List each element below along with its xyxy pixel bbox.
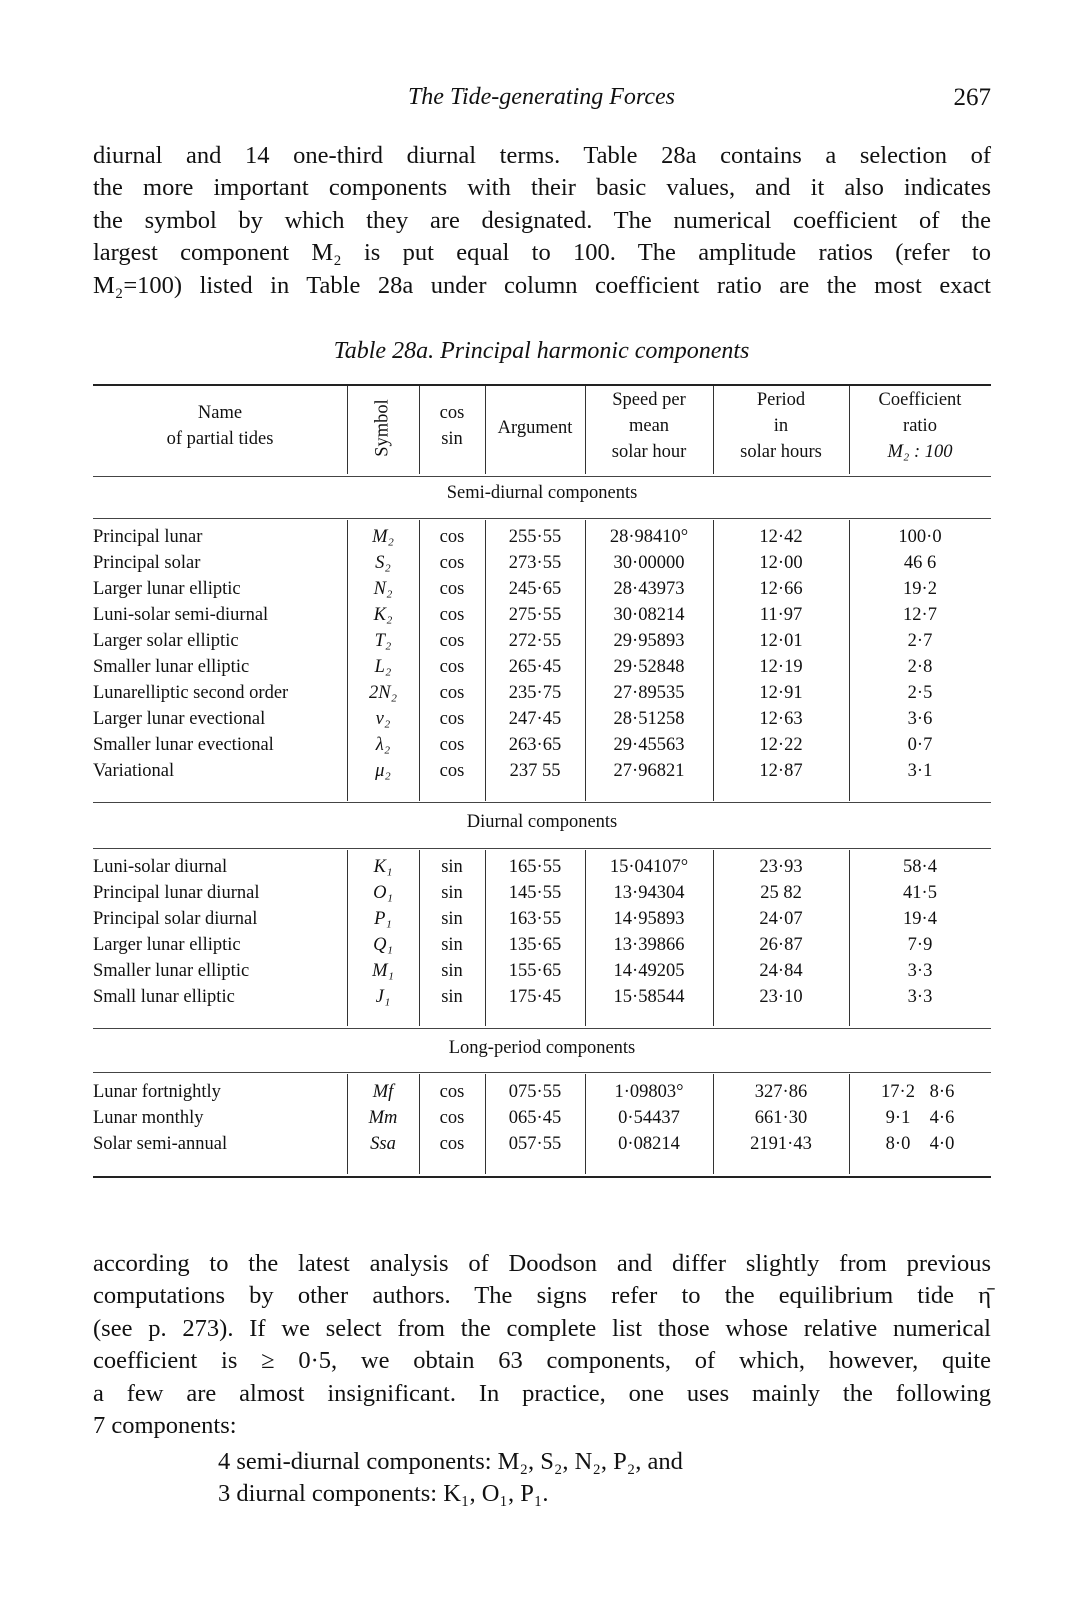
table-row <box>93 880 991 906</box>
header-cos-sin <box>419 400 485 452</box>
cell-cos-sin: cos <box>439 631 465 651</box>
text-line: (see p. 273). If we select from the complete list those whose relative numerical <box>93 1314 991 1342</box>
cell-symbol: J₁ <box>375 987 391 1007</box>
cell-name: Lunar fortnightly <box>93 1082 221 1102</box>
table-row <box>93 550 991 576</box>
text-line: the symbol by which they are designated. The numerical coefficient of the <box>93 206 991 234</box>
running-head-title: The Tide-generating Forces <box>407 84 676 110</box>
cell-name: Small lunar elliptic <box>93 987 235 1007</box>
cell-coefficient-b: 8·6 <box>929 1082 955 1102</box>
header-speed <box>585 387 713 465</box>
cell-name: Variational <box>93 761 175 781</box>
table-row <box>93 1105 991 1131</box>
cell-symbol: Mf <box>372 1082 394 1102</box>
header-rule <box>93 476 991 477</box>
header-name-line: Name <box>197 403 243 423</box>
cell-argument: 145·55 <box>508 883 562 903</box>
cell-symbol: P₁ <box>374 909 392 929</box>
cell-cos-sin: cos <box>439 1082 465 1102</box>
cell-symbol: Q₁ <box>373 935 393 955</box>
table-row <box>93 602 991 628</box>
cell-name: Smaller lunar elliptic <box>93 961 250 981</box>
cell-name: Smaller lunar elliptic <box>93 657 250 677</box>
text-line: a few are almost insignificant. In practice, one uses mainly the following <box>93 1379 991 1407</box>
cell-coefficient-b: 4·0 <box>929 1134 955 1154</box>
section-rule <box>93 1028 991 1029</box>
cell-period: 24·84 <box>759 961 803 981</box>
cell-coefficient-a: 17·2 <box>881 1082 915 1102</box>
cell-cos-sin: cos <box>439 553 465 573</box>
cell-argument: 272·55 <box>508 631 562 651</box>
cell-coefficient: 41·5 <box>903 883 937 903</box>
table-row <box>93 706 991 732</box>
cell-speed: 14·49205 <box>613 961 685 981</box>
table-row <box>93 732 991 758</box>
cell-period: 11·97 <box>759 605 803 625</box>
table-row <box>93 654 991 680</box>
cell-speed: 27·89535 <box>613 683 685 703</box>
cell-name: Larger lunar elliptic <box>93 579 241 599</box>
text-line: the more important components with their basic values, and it also indicates <box>93 174 991 202</box>
cell-period: 12·01 <box>759 631 803 651</box>
text-line: coefficient is ≥ 0·5, we obtain 63 components, of which, however, quite <box>93 1347 991 1375</box>
cell-symbol: K₂ <box>373 605 393 625</box>
cell-argument: 273·55 <box>508 553 562 573</box>
cell-symbol: N₂ <box>373 579 393 599</box>
cell-argument: 275·55 <box>508 605 562 625</box>
cell-name: Luni-solar diurnal <box>93 857 228 877</box>
cell-speed: 0·08214 <box>618 1134 680 1154</box>
text-line: diurnal and 14 one-third diurnal terms. Table 28a contains a selection of <box>93 142 991 169</box>
header-argument: Argument <box>497 418 573 438</box>
cell-cos-sin: cos <box>439 735 465 755</box>
cell-speed: 29·95893 <box>613 631 685 651</box>
cell-symbol: M₁ <box>372 961 394 981</box>
cell-cos-sin: sin <box>441 883 463 903</box>
cell-argument: 175·45 <box>508 987 562 1007</box>
cell-argument: 165·55 <box>508 857 562 877</box>
cell-cos-sin: cos <box>439 683 465 703</box>
cell-argument: 263·65 <box>508 735 562 755</box>
cell-symbol: L₂ <box>374 657 392 677</box>
cell-argument: 235·75 <box>508 683 562 703</box>
table-row <box>93 932 991 958</box>
section-title-long-period: Long-period components <box>448 1038 636 1058</box>
cell-cos-sin: cos <box>439 605 465 625</box>
cell-speed: 27·96821 <box>613 761 685 781</box>
cell-name: Smaller lunar evectional <box>93 735 274 755</box>
cell-period: 23·93 <box>759 857 803 877</box>
header-speed-line: Speed per <box>612 390 686 410</box>
cell-symbol: μ₂ <box>375 761 391 781</box>
cell-name: Solar semi-annual <box>93 1134 228 1154</box>
cell-name: Lunarelliptic second order <box>93 683 289 703</box>
cell-cos-sin: cos <box>439 709 465 729</box>
cell-coefficient: 12·7 <box>903 605 937 625</box>
cell-cos-sin: cos <box>439 761 465 781</box>
cell-speed: 13·94304 <box>613 883 685 903</box>
header-name <box>93 400 347 452</box>
header-coef-line: ratio <box>903 416 937 436</box>
header-period-line: Period <box>756 390 806 410</box>
header-coefficient <box>849 387 991 465</box>
table-top-rule <box>93 384 991 386</box>
cell-cos-sin: sin <box>441 961 463 981</box>
cell-coefficient-a: 8·0 <box>885 1134 911 1154</box>
text-line: 7 components: <box>93 1411 237 1439</box>
cell-cos-sin: cos <box>439 657 465 677</box>
cell-argument: 237 55 <box>509 761 561 781</box>
cell-coefficient: 2·5 <box>907 683 933 703</box>
paragraph-2 <box>93 1248 991 1442</box>
cell-symbol: T₂ <box>374 631 392 651</box>
table-row <box>93 1131 991 1157</box>
cell-name: Principal solar <box>93 553 201 573</box>
paragraph-1 <box>93 140 991 302</box>
cell-coefficient: 3·3 <box>907 961 933 981</box>
cell-name: Luni-solar semi-diurnal <box>93 605 269 625</box>
cell-speed: 30·00000 <box>613 553 685 573</box>
table-row <box>93 758 991 784</box>
cell-argument: 135·65 <box>508 935 562 955</box>
cell-period: 25 82 <box>760 883 802 903</box>
cell-speed: 29·52848 <box>613 657 685 677</box>
cell-symbol: Ssa <box>370 1134 396 1154</box>
cell-coefficient: 7·9 <box>907 935 933 955</box>
cell-symbol: M₂ <box>372 527 394 547</box>
cell-coefficient: 19·2 <box>903 579 937 599</box>
cell-name: Larger solar elliptic <box>93 631 239 651</box>
column-divider <box>347 386 348 474</box>
text-line: largest component M₂ is put equal to 100. The amplitude ratios (refer to <box>93 239 991 267</box>
section-title-diurnal: Diurnal components <box>466 812 618 832</box>
cell-argument: 245·65 <box>508 579 562 599</box>
cell-name: Larger lunar elliptic <box>93 935 241 955</box>
cell-speed: 28·51258 <box>613 709 685 729</box>
cell-period: 23·10 <box>759 987 803 1007</box>
header-period <box>713 387 849 465</box>
cell-speed: 15·04107° <box>609 857 689 877</box>
cell-speed: 29·45563 <box>613 735 685 755</box>
table-row <box>93 906 991 932</box>
cell-coefficient: 3·1 <box>907 761 933 781</box>
section-title-semi-diurnal: Semi-diurnal components <box>446 483 638 503</box>
table-row <box>93 628 991 654</box>
cell-coefficient <box>849 1105 991 1131</box>
cell-symbol: λ₂ <box>375 735 391 755</box>
cell-name: Principal solar diurnal <box>93 909 258 929</box>
cell-symbol: O₁ <box>373 883 393 903</box>
cell-speed: 28·98410° <box>609 527 689 547</box>
cell-coefficient: 2·7 <box>907 631 933 651</box>
header-symbol-text: Symbol <box>372 399 393 457</box>
cell-argument: 265·45 <box>508 657 562 677</box>
cell-symbol: S₂ <box>375 553 391 573</box>
cell-period: 12·87 <box>759 761 803 781</box>
cell-argument: 075·55 <box>508 1082 562 1102</box>
table-caption: Table 28a. Principal harmonic components <box>333 338 750 364</box>
cell-argument: 065·45 <box>508 1108 562 1128</box>
cell-speed: 0·54437 <box>618 1108 680 1128</box>
header-speed-line: mean <box>628 416 670 436</box>
cell-speed: 13·39866 <box>613 935 685 955</box>
cell-speed: 15·58544 <box>613 987 685 1007</box>
text-line: M₂=100) listed in Table 28a under column coefficient ratio are the most exact <box>93 271 991 299</box>
cell-period: 12·19 <box>759 657 803 677</box>
component-list-item: 3 diurnal components: K₁, O₁, P₁. <box>218 1480 549 1507</box>
section-rule <box>93 518 991 519</box>
cell-period: 12·91 <box>759 683 803 703</box>
cell-coefficient <box>849 1131 991 1157</box>
table-row <box>93 680 991 706</box>
table-row <box>93 958 991 984</box>
cell-speed: 1·09803° <box>614 1082 684 1102</box>
cell-coefficient: 19·4 <box>903 909 937 929</box>
cell-symbol: K₁ <box>373 857 393 877</box>
cell-symbol: Mm <box>368 1108 398 1128</box>
cell-coefficient-b: 4·6 <box>929 1108 955 1128</box>
cell-speed: 28·43973 <box>613 579 685 599</box>
cell-coefficient-a: 9·1 <box>885 1108 911 1128</box>
cell-argument: 057·55 <box>508 1134 562 1154</box>
section-rule <box>93 802 991 803</box>
header-coef-line: Coefficient <box>878 390 962 410</box>
cell-period: 327·86 <box>754 1082 808 1102</box>
cell-argument: 247·45 <box>508 709 562 729</box>
cell-period: 24·07 <box>759 909 803 929</box>
component-list <box>218 1446 683 1510</box>
cell-period: 12·22 <box>759 735 803 755</box>
cell-speed: 14·95893 <box>613 909 685 929</box>
table-row <box>93 1079 991 1105</box>
page-number: 267 <box>953 84 991 111</box>
table-row <box>93 576 991 602</box>
cell-cos-sin: cos <box>439 527 465 547</box>
cell-coefficient: 46 6 <box>903 553 937 573</box>
cell-coefficient: 0·7 <box>907 735 933 755</box>
cell-symbol: 2N₂ <box>368 683 398 703</box>
cell-cos-sin: sin <box>441 987 463 1007</box>
cell-coefficient <box>849 1079 991 1105</box>
cell-cos-sin: sin <box>441 857 463 877</box>
cell-coefficient: 2·8 <box>907 657 933 677</box>
cell-period: 12·66 <box>759 579 803 599</box>
cell-cos-sin: sin <box>441 935 463 955</box>
table-row <box>93 984 991 1010</box>
cell-period: 12·63 <box>759 709 803 729</box>
header-fn-line: cos <box>439 403 465 423</box>
table-row <box>93 854 991 880</box>
cell-cos-sin: cos <box>439 1108 465 1128</box>
header-name-line: of partial tides <box>166 429 274 449</box>
table-row <box>93 524 991 550</box>
cell-coefficient: 3·3 <box>907 987 933 1007</box>
header-speed-line: solar hour <box>611 442 687 462</box>
cell-period: 2191·43 <box>750 1134 812 1154</box>
cell-name: Lunar monthly <box>93 1108 204 1128</box>
section-rule <box>93 848 991 849</box>
cell-coefficient: 100·0 <box>898 527 942 547</box>
cell-cos-sin: sin <box>441 909 463 929</box>
header-fn-line: sin <box>441 429 463 449</box>
header-symbol <box>370 388 396 468</box>
cell-argument: 255·55 <box>508 527 562 547</box>
cell-name: Principal lunar diurnal <box>93 883 260 903</box>
cell-coefficient: 3·6 <box>907 709 933 729</box>
cell-name: Principal lunar <box>93 527 203 547</box>
cell-symbol: ν₂ <box>375 709 391 729</box>
component-list-item: 4 semi-diurnal components: M₂, S₂, N₂, P₂, and <box>218 1448 683 1475</box>
running-head <box>0 84 1083 118</box>
cell-speed: 30·08214 <box>613 605 685 625</box>
cell-argument: 155·65 <box>508 961 562 981</box>
section-rule <box>93 1072 991 1073</box>
table-bottom-rule <box>93 1176 991 1178</box>
cell-argument: 163·55 <box>508 909 562 929</box>
cell-coefficient: 58·4 <box>903 857 937 877</box>
cell-period: 661·30 <box>754 1108 808 1128</box>
header-period-line: in <box>773 416 789 436</box>
cell-period: 26·87 <box>759 935 803 955</box>
cell-cos-sin: cos <box>439 1134 465 1154</box>
text-line: according to the latest analysis of Doodson and differ slightly from previous <box>93 1250 991 1277</box>
cell-period: 12·42 <box>759 527 803 547</box>
text-line: computations by other authors. The signs refer to the equilibrium tide η̄ <box>93 1282 991 1310</box>
cell-cos-sin: cos <box>439 579 465 599</box>
cell-period: 12·00 <box>759 553 803 573</box>
header-period-line: solar hours <box>740 442 822 462</box>
header-coef-line: M₂ : 100 <box>887 442 953 462</box>
cell-name: Larger lunar evectional <box>93 709 266 729</box>
